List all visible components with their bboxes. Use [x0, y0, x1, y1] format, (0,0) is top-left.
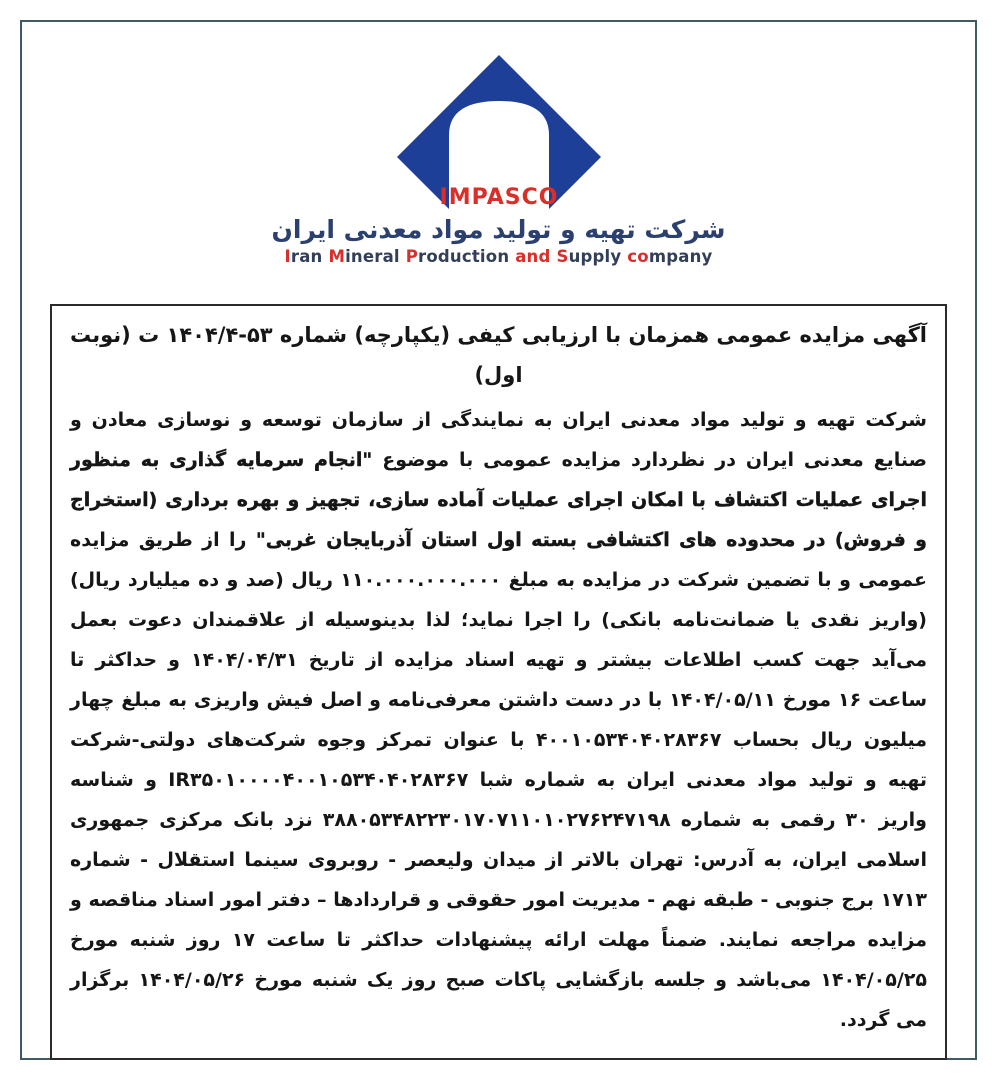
notice-title: آگهی مزایده عمومی همزمان با ارزیابی کیفی (یکپارچه) شماره ۵۳-۱۴۰۴/۴ ت (نوبت اول): [70, 323, 927, 387]
notice-body: [70, 400, 927, 1040]
text-segment: mpany: [648, 247, 713, 266]
logo-wordmark: IMPASCO: [439, 185, 558, 210]
text-segment: M: [328, 247, 346, 266]
logo-block: [22, 22, 975, 266]
text-segment: I: [284, 247, 291, 266]
text-segment: P: [405, 247, 419, 266]
company-name-english: [22, 247, 975, 266]
notice-box: [50, 304, 947, 1060]
company-name-persian: شرکت تهیه و تولید مواد معدنی ایران: [271, 215, 726, 244]
text-segment: ineral: [345, 247, 406, 266]
text-segment: ran: [290, 247, 329, 266]
text-segment: را از طریق مزایده عمومی و با تضمین شرکت در مزایده به مبلغ ۱۱۰.۰۰۰.۰۰۰.۰۰۰ ریال (صد و ده میلیارد ریال) (واریز نقدی یا ضمانت‌نامه بانکی) را اجرا نماید؛ لذا بدینوسیله از علاقمندان دعوت بعمل می‌آید جهت کسب اطلاعات بیشتر و تهیه اسناد مزایده از تاریخ ۱۴۰۴/۰۴/۳۱ و حداکثر تا ساعت ۱۶ مورخ ۱۴۰۴/۰۵/۱۱ با در دست داشتن معرفی‌نامه و اصل فیش واریزی به مبلغ چهار میلیون ریال بحساب ۴۰۰۱۰۵۳۴۰۴۰۲۸۳۶۷ با عنوان تمرکز وجوه شرکت‌های دولتی-شرکت تهیه و تولید مواد معدنی ایران به شماره شبا IR۳۵۰۱۰۰۰۰۴۰۰۱۰۵۳۴۰۴۰۲۸۳۶۷ و شناسه واریز ۳۰ رقمی به شماره ۳۸۸۰۵۳۴۸۲۲۳۰۱۷۰۷۱۱۰۱۰۲۷۶۲۴۷۱۹۸ نزد بانک مرکزی جمهوری اسلامی ایران، به آدرس: تهران بالاتر از میدان ولیعصر - روبروی سینما استقلال - شماره ۱۷۱۳ برج جنوبی - طبقه نهم - مدیریت امور حقوقی و قراردادها – دفتر امور اسناد مناقصه و مزایده مراجعه نمایند. ضمناً مهلت ارائه پیشنهادات حداکثر تا ساعت ۱۷ روز شنبه مورخ ۱۴۰۴/۰۵/۲۵ می‌باشد و جلسه بازگشایی پاکات صبح روز یک شنبه مورخ ۱۴۰۴/۰۵/۲۶ برگزار می گردد.: [70, 528, 928, 1031]
text-segment: upply: [568, 247, 628, 266]
text-segment: and: [515, 247, 557, 266]
text-segment: S: [556, 247, 569, 266]
text-segment: "انجام سرمایه گذاری به منظور اجرای عملیات اکتشاف با امکان اجرای عملیات آماده سازی، تجهیز و بهره برداری (استخراج و فروش) در محدوده های اکتشافی بسته اول استان آذربایجان غربی": [70, 448, 927, 551]
impasco-logo-icon: [397, 55, 601, 213]
text-segment: roduction: [418, 247, 516, 266]
text-segment: co: [627, 247, 649, 266]
page-frame: [20, 20, 977, 1060]
text-segment: شرکت تهیه و تولید مواد معدنی ایران به نمایندگی از سازمان توسعه و نوسازی معادن و صنایع معدنی ایران در نظردارد مزایده عمومی با موضوع: [70, 408, 927, 471]
